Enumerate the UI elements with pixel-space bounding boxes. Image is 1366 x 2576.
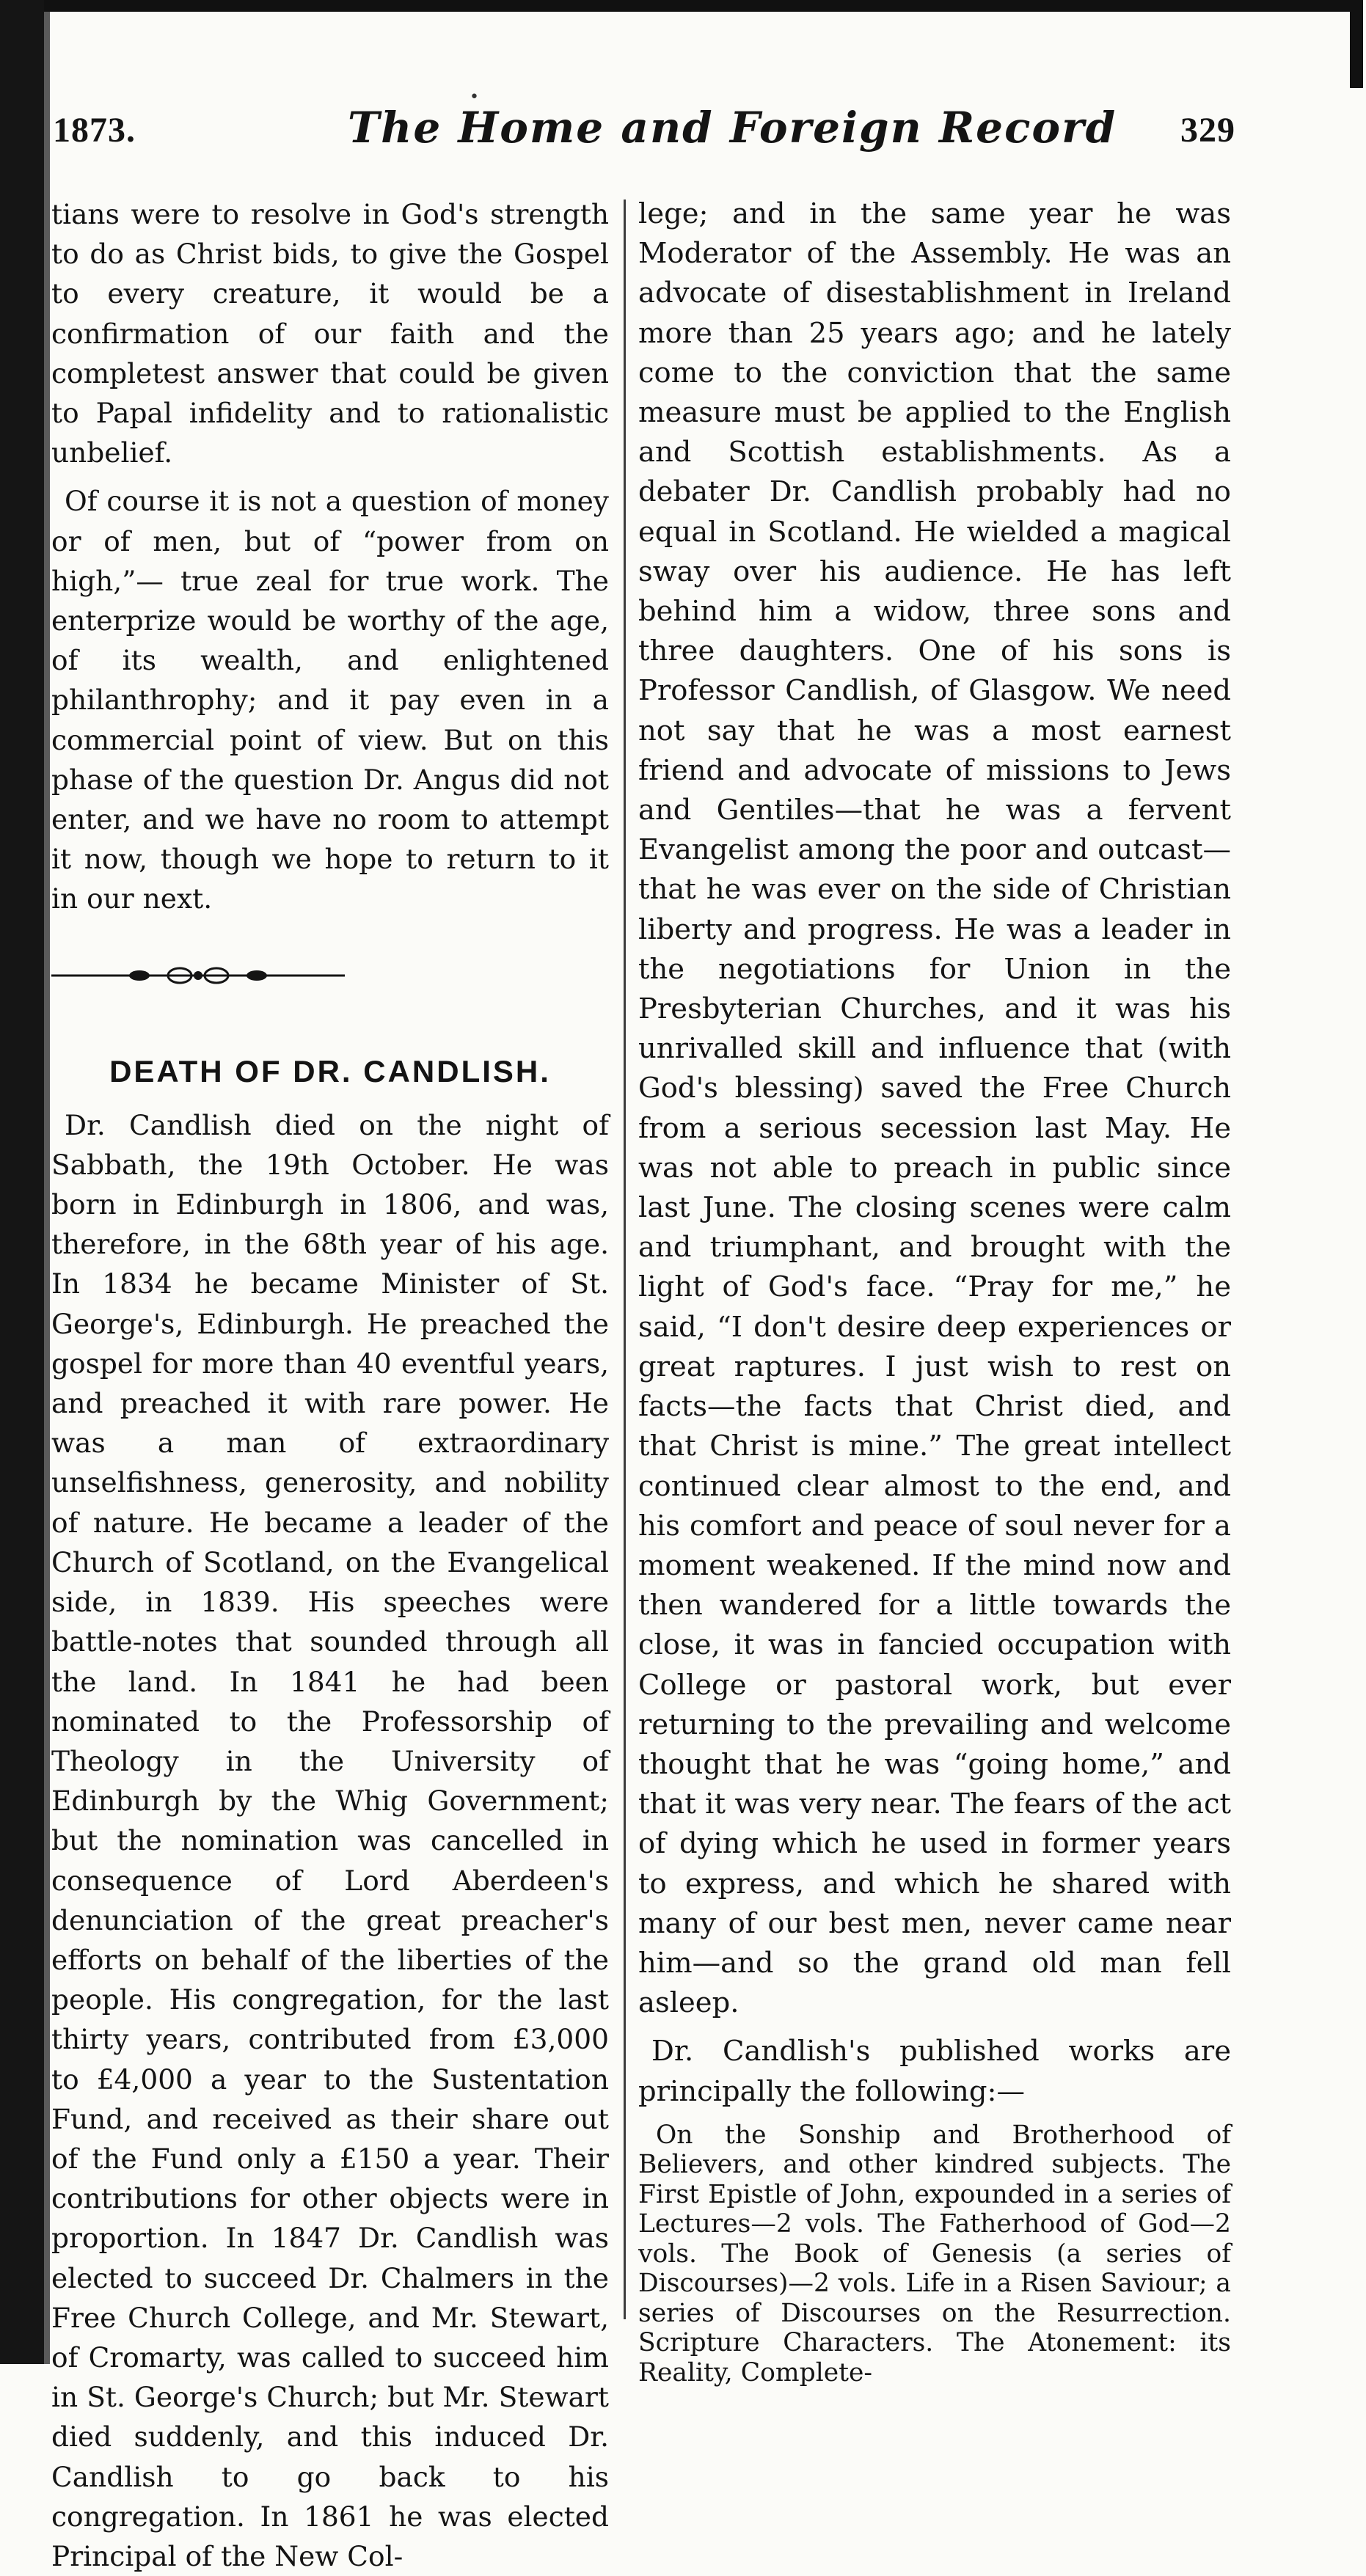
column-divider: [624, 200, 626, 2319]
scan-binding-edge: [0, 0, 44, 2364]
journal-title: The Home and Foreign Record: [348, 103, 1117, 153]
section-ornament: [51, 965, 345, 987]
print-speck: •: [470, 88, 479, 106]
scan-corner-border: [1350, 0, 1363, 88]
scan-top-border: [44, 0, 1357, 12]
running-header: [47, 103, 1235, 169]
article-paragraph: Dr. Candlish's published works are principally the following:—: [638, 2035, 1231, 2108]
article-paragraph: tians were to resolve in God's strength to do as Christ bids, to give the Gospel to every creature, it would be a confirmation of our faith and the completest answer that could be given to Papal infidelity and to rationalistic unbelief.: [51, 198, 609, 469]
article-paragraph: Of course it is not a question of money or of men, but of “power from on high,”— true zeal for true work. The enterprize would be worthy of the age, of its wealth, and enlightened philanthrophy; and it pay even in a commercial point of view. But on this phase of the question Dr. Angus did not enter, and we have no room to attempt it now, though we hope to return to it in our next.: [51, 485, 609, 915]
left-column: [51, 194, 609, 2572]
works-list: On the Sonship and Brotherhood of Believers, and other kindred subjects. The First Epistle of John, expounded in a series of Lectures—2 vols. The Fatherhood of God—2 vols. The Book of Genesis (a series of Discourses)—2 vols. Life in a Risen Saviour; a series of Discourses on the Resurrection. Scripture Characters. The Atonement: its Reality, Complete-: [638, 2120, 1231, 2387]
right-column: [638, 194, 1231, 2387]
header-year: 1873.: [53, 111, 136, 150]
article-paragraph: Dr. Candlish died on the night of Sabbath, the 19th October. He was born in Edinburgh in 1806, and was, therefore, in the 68th year of his age. In 1834 he became Minister of St. George's, Edinburgh. He preached the gospel for more than 40 eventful years, and preached it with rare power. He was a man of extraordinary unselfishness, generosity, and nobility of nature. He became a leader of the Church of Scotland, on the Evangelical side, in 1839. His speeches were battle-notes that sounded through all the land. In 1841 he had been nominated to the Professorship of Theology in the University of Edinburgh by the Whig Government; but the nomination was cancelled in consequence of Lord Aberdeen's denunciation of the great preacher's efforts on behalf of the liberties of the people. His congregation, for the last thirty years, contributed from £3,000 to £4,000 a year to the Sustentation Fund, and received as their share out of the Fund only a £150 a year. Their contributions for other objects were in proportion. In 1847 Dr. Candlish was elected to succeed Dr. Chalmers in the Free Church College, and Mr. Stewart, of Cromarty, was called to succeed him in St. George's Church; but Mr. Stewart died suddenly, and this induced Dr. Candlish to go back to his congregation. In 1861 he was elected Principal of the New Col-: [51, 1108, 609, 2572]
article-heading: DEATH OF DR. CANDLISH.: [109, 1053, 551, 1088]
scan-binding-shadow: [44, 0, 50, 2364]
article-paragraph: lege; and in the same year he was Moderator of the Assembly. He was an advocate of disestablishment in Ireland more than 25 years ago; and he lately come to the conviction that the same measure must be applied to the English and Scottish establishments. As a debater Dr. Candlish probably had no equal in Scotland. He wielded a magical sway over his audience. He has left behind him a widow, three sons and three daughters. One of his sons is Professor Candlish, of Glasgow. We need not say that he was a most earnest friend and advocate of missions to Jews and Gentiles—that he was a fervent Evangelist among the poor and outcast—that he was ever on the side of Christian liberty and progress. He was a leader in the negotiations for Union in the Presbyterian Churches, and it was his unrivalled skill and influence that (with God's blessing) saved the Free Church from a serious secession last May. He was not able to preach in public since last June. The closing scenes were calm and triumphant, and brought with the light of God's face. “Pray for me,” he said, “I don't desire deep experiences or great raptures. I just wish to rest on facts—the facts that Christ died, and that Christ is mine.” The great intellect continued clear almost to the end, and his comfort and peace of soul never for a moment weakened. If the mind now and then wandered for a little towards the close, it was in fancied occupation with College or pastoral work, but ever returning to the prevailing and welcome thought that he was “going home,” and that it was very near. The fears of the act of dying which he used in former years to express, and which he shared with many of our best men, never came near him—and so the grand old man fell asleep.: [638, 197, 1231, 2020]
page-number: 329: [1180, 111, 1235, 150]
